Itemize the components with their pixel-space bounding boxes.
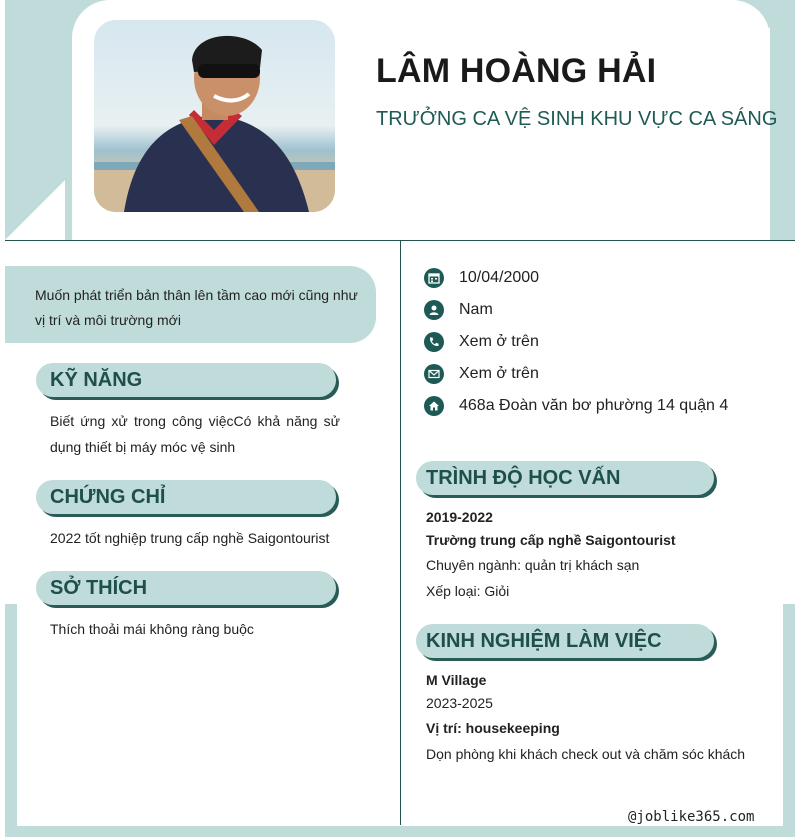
phone-icon (424, 332, 444, 352)
hobbies-text: Thích thoải mái không ràng buộc (50, 621, 254, 637)
experience-description: Dọn phòng khi khách check out và chăm sóc khách (426, 746, 746, 762)
home-icon (424, 396, 444, 416)
education-heading: TRÌNH ĐỘ HỌC VẤN (416, 461, 714, 495)
calendar-icon (424, 268, 444, 288)
birthday-row (424, 266, 539, 290)
experience-position: Vị trí: housekeeping (426, 720, 560, 736)
profile-photo (94, 20, 335, 212)
header-corner (5, 180, 65, 240)
hobbies-heading: SỞ THÍCH (36, 571, 336, 605)
objective-text: Muốn phát triển bản thân lên tầm cao mới cũng như vị trí và môi trường mới (35, 287, 358, 328)
experience-period: 2023-2025 (426, 695, 493, 711)
certificates-text: 2022 tốt nghiệp trung cấp nghề Saigontourist (50, 530, 330, 546)
gender-row (424, 298, 493, 322)
phone-text: Xem ở trên (459, 333, 539, 350)
vertical-divider (400, 241, 401, 825)
frame-right (783, 604, 795, 837)
person-icon (424, 300, 444, 320)
watermark: @joblike365.com (628, 809, 755, 825)
address-text: 468a Đoàn văn bơ phường 14 quận 4 (459, 397, 729, 414)
envelope-icon (424, 364, 444, 384)
job-title: TRƯỞNG CA VỆ SINH KHU VỰC CA SÁNG (376, 108, 778, 130)
education-major: Chuyên ngành: quản trị khách sạn (426, 557, 640, 573)
skills-heading: KỸ NĂNG (36, 363, 336, 397)
frame-bottom (5, 826, 795, 837)
email-row (424, 362, 539, 386)
experience-company: M Village (426, 672, 487, 688)
experience-heading: KINH NGHIỆM LÀM VIỆC (416, 624, 714, 658)
skills-text: Biết ứng xử trong công việcCó khả năng sử dụng thiết bị máy móc vệ sinh (50, 413, 340, 455)
certificates-heading: CHỨNG CHỈ (36, 480, 336, 514)
frame-left (5, 604, 17, 837)
candidate-name: LÂM HOÀNG HẢI (376, 52, 657, 90)
education-period: 2019-2022 (426, 509, 493, 525)
gender-text: Nam (459, 301, 493, 318)
education-grade: Xếp loại: Giỏi (426, 583, 510, 599)
phone-row (424, 330, 539, 354)
email-text: Xem ở trên (459, 365, 539, 382)
education-school: Trường trung cấp nghề Saigontourist (426, 532, 676, 548)
address-row (424, 394, 728, 418)
birthday-text: 10/04/2000 (459, 269, 540, 286)
